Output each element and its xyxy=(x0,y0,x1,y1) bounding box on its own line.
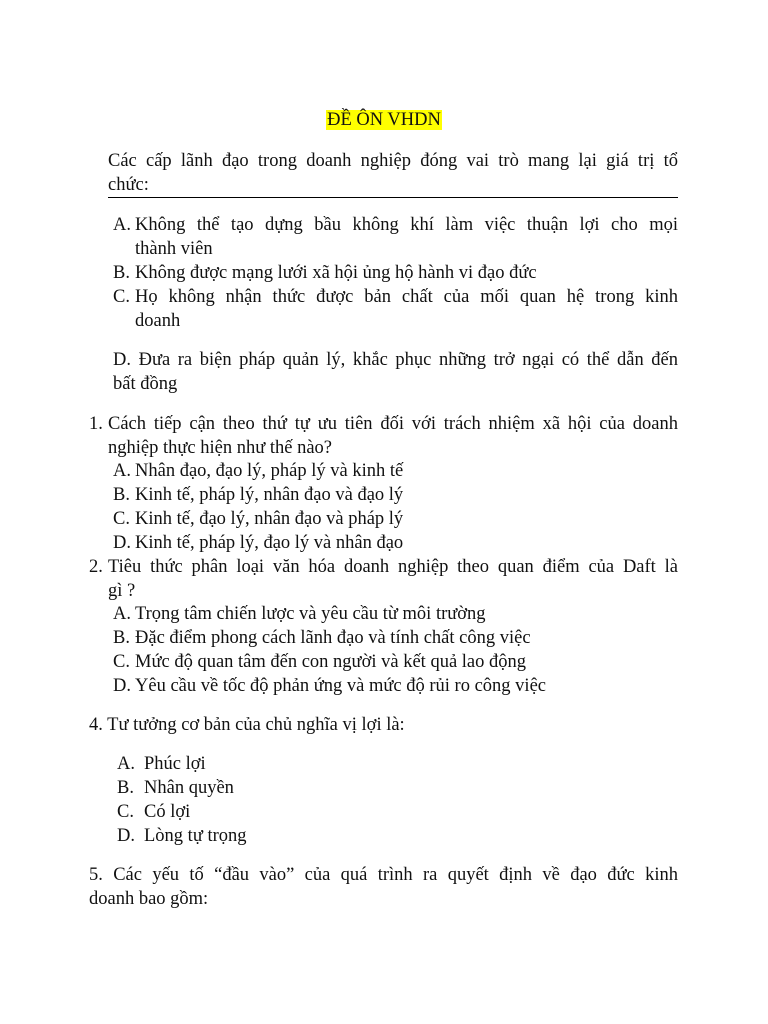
q4-option-b-label: B. xyxy=(117,778,134,798)
intro-question-line1: Các cấp lãnh đạo trong doanh nghiệp đóng vai trò mang lại giá trị tổ xyxy=(108,151,678,171)
document-title: ĐỀ ÔN VHDN xyxy=(327,110,441,130)
q1-option-a-text: Nhân đạo, đạo lý, pháp lý và kinh tế xyxy=(135,461,404,481)
intro-option-d-line1: D. Đưa ra biện pháp quản lý, khắc phục những trở ngại có thể dẫn đến xyxy=(113,350,678,370)
q2-option-a-text: Trọng tâm chiến lược và yêu cầu từ môi trường xyxy=(135,604,486,624)
intro-option-b-line1: Không được mạng lưới xã hội ủng hộ hành vi đạo đức xyxy=(135,263,537,283)
intro-option-d-line2: bất đồng xyxy=(113,374,178,394)
q4-option-a-text: Phúc lợi xyxy=(144,754,206,774)
q2-option-a-label: A. xyxy=(113,604,131,624)
q2-line1: Tiêu thức phân loại văn hóa doanh nghiệp theo quan điểm của Daft là xyxy=(108,557,678,577)
q2-option-d-text: Yêu cầu về tốc độ phản ứng và mức độ rủi ro công việc xyxy=(135,676,546,696)
intro-option-b-label: B. xyxy=(113,263,130,283)
q1-option-c-label: C. xyxy=(113,509,130,529)
q1-line2: nghiệp thực hiện như thế nào? xyxy=(108,438,333,458)
q2-option-b-label: B. xyxy=(113,628,130,648)
q1-option-b-label: B. xyxy=(113,485,130,505)
q5-line2: doanh bao gồm: xyxy=(89,889,209,909)
q1-line1: Cách tiếp cận theo thứ tự ưu tiên đối với trách nhiệm xã hội của doanh xyxy=(108,414,678,434)
q1-option-d-text: Kinh tế, pháp lý, đạo lý và nhân đạo xyxy=(135,533,404,553)
q4-option-c-text: Có lợi xyxy=(144,802,191,822)
q4-option-a-label: A. xyxy=(117,754,135,774)
q4-option-d-label: D. xyxy=(117,826,135,846)
q2-line2: gì ? xyxy=(108,581,136,601)
q1-number: 1. xyxy=(89,414,103,434)
intro-option-c-line1: Họ không nhận thức được bản chất của mối quan hệ trong kinh xyxy=(135,287,678,307)
divider-line xyxy=(108,197,678,198)
q4-option-b-text: Nhân quyền xyxy=(144,778,234,798)
intro-option-a-label: A. xyxy=(113,215,131,235)
q1-option-c-text: Kinh tế, đạo lý, nhân đạo và pháp lý xyxy=(135,509,404,529)
q1-option-d-label: D. xyxy=(113,533,131,553)
q4-question: 4. Tư tưởng cơ bản của chủ nghĩa vị lợi là: xyxy=(89,715,405,735)
q1-option-b-text: Kinh tế, pháp lý, nhân đạo và đạo lý xyxy=(135,485,404,505)
intro-option-a-line1: Không thể tạo dựng bầu không khí làm việc thuận lợi cho mọi xyxy=(135,215,678,235)
q2-option-d-label: D. xyxy=(113,676,131,696)
intro-question-line2: chức: xyxy=(108,175,149,195)
q4-option-d-text: Lòng tự trọng xyxy=(144,826,247,846)
q5-line1: 5. Các yếu tố “đầu vào” của quá trình ra quyết định về đạo đức kinh xyxy=(89,865,678,885)
q2-number: 2. xyxy=(89,557,103,577)
q4-option-c-label: C. xyxy=(117,802,134,822)
intro-option-a-line2: thành viên xyxy=(135,239,213,259)
intro-option-c-line2: doanh xyxy=(135,311,181,331)
q2-option-b-text: Đặc điểm phong cách lãnh đạo và tính chất công việc xyxy=(135,628,531,648)
q2-option-c-text: Mức độ quan tâm đến con người và kết quả lao động xyxy=(135,652,527,672)
q2-option-c-label: C. xyxy=(113,652,130,672)
q1-option-a-label: A. xyxy=(113,461,131,481)
intro-option-c-label: C. xyxy=(113,287,130,307)
